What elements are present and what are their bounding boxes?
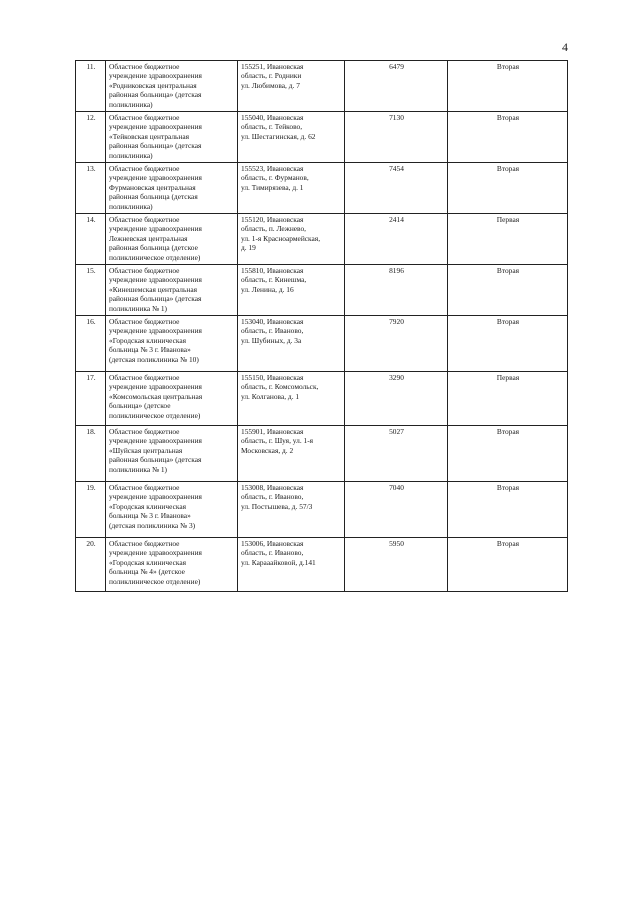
category: Вторая: [448, 538, 568, 592]
category: Вторая: [448, 316, 568, 372]
population-count: 3290: [345, 372, 448, 426]
population-count: 5027: [345, 426, 448, 482]
table-row: [76, 316, 568, 372]
organization-name: Областное бюджетное учреждение здравоохранения «Городская клиническая больница № 3 г. Иванова» (детская поликлиника № 10): [106, 316, 238, 372]
address: 155120, Ивановская область, п. Лежнево, ул. 1-я Красноармейская, д. 19: [238, 214, 345, 265]
row-number: 12.: [76, 112, 106, 163]
row-number: 19.: [76, 482, 106, 538]
population-count: 7454: [345, 163, 448, 214]
population-count: 8196: [345, 265, 448, 316]
population-count: 2414: [345, 214, 448, 265]
organization-name: Областное бюджетное учреждение здравоохранения «Шуйская центральная районная больница» (детская поликлиника № 1): [106, 426, 238, 482]
population-count: 6479: [345, 61, 448, 112]
population-count: 7920: [345, 316, 448, 372]
address: 155251, Ивановская область, г. Родники ул. Любимова, д. 7: [238, 61, 345, 112]
address: 155810, Ивановская область, г. Кинешма, ул. Ленина, д. 16: [238, 265, 345, 316]
row-number: 11.: [76, 61, 106, 112]
category: Вторая: [448, 426, 568, 482]
table-row: [76, 265, 568, 316]
table-row: [76, 214, 568, 265]
category: Вторая: [448, 61, 568, 112]
population-count: 5950: [345, 538, 448, 592]
organization-name: Областное бюджетное учреждение здравоохранения «Городская клиническая больница № 3 г. Иванова» (детская поликлиника № 3): [106, 482, 238, 538]
address: 155150, Ивановская область, г. Комсомольск, ул. Колганова, д. 1: [238, 372, 345, 426]
address: 153040, Ивановская область, г. Иваново, ул. Шубиных, д. 3а: [238, 316, 345, 372]
organization-name: Областное бюджетное учреждение здравоохранения «Городская клиническая больница № 4» (детское поликлиническое отделение): [106, 538, 238, 592]
organization-name: Областное бюджетное учреждение здравоохранения «Комсомольская центральная больница» (детское поликлиническое отделение): [106, 372, 238, 426]
organization-name: Областное бюджетное учреждение здравоохранения «Кинешемская центральная районная больница» (детская поликлиника № 1): [106, 265, 238, 316]
page-number: 4: [562, 40, 568, 54]
table-row: [76, 538, 568, 592]
table-row: [76, 61, 568, 112]
population-count: 7130: [345, 112, 448, 163]
row-number: 13.: [76, 163, 106, 214]
category: Вторая: [448, 482, 568, 538]
clinics-table: [75, 60, 568, 592]
category: Вторая: [448, 163, 568, 214]
category: Первая: [448, 372, 568, 426]
population-count: 7040: [345, 482, 448, 538]
table-row: [76, 163, 568, 214]
address: 155040, Ивановская область, г. Тейково, ул. Шестагинская, д. 62: [238, 112, 345, 163]
table-row: [76, 482, 568, 538]
organization-name: Областное бюджетное учреждение здравоохранения «Родниковская центральная районная больница» (детская поликлиника): [106, 61, 238, 112]
row-number: 14.: [76, 214, 106, 265]
table-row: [76, 372, 568, 426]
category: Вторая: [448, 112, 568, 163]
row-number: 17.: [76, 372, 106, 426]
organization-name: Областное бюджетное учреждение здравоохранения «Тейковская центральная районная больница» (детская поликлиника): [106, 112, 238, 163]
row-number: 20.: [76, 538, 106, 592]
row-number: 16.: [76, 316, 106, 372]
table-row: [76, 426, 568, 482]
row-number: 15.: [76, 265, 106, 316]
organization-name: Областное бюджетное учреждение здравоохранения Фурмановская центральная районная больница (детская поликлиника): [106, 163, 238, 214]
row-number: 18.: [76, 426, 106, 482]
category: Вторая: [448, 265, 568, 316]
address: 153006, Ивановская область, г. Иваново, ул. Карааайковой, д.141: [238, 538, 345, 592]
organization-name: Областное бюджетное учреждение здравоохранения Лежневская центральная районная больница (детское поликлиническое отделение): [106, 214, 238, 265]
category: Первая: [448, 214, 568, 265]
table-row: [76, 112, 568, 163]
address: 155901, Ивановская область, г. Шуя, ул. 1-я Московская, д. 2: [238, 426, 345, 482]
address: 153008, Ивановская область, г. Иваново, ул. Постышева, д. 57/3: [238, 482, 345, 538]
address: 155523, Ивановская область, г. Фурманов, ул. Тимирязева, д. 1: [238, 163, 345, 214]
